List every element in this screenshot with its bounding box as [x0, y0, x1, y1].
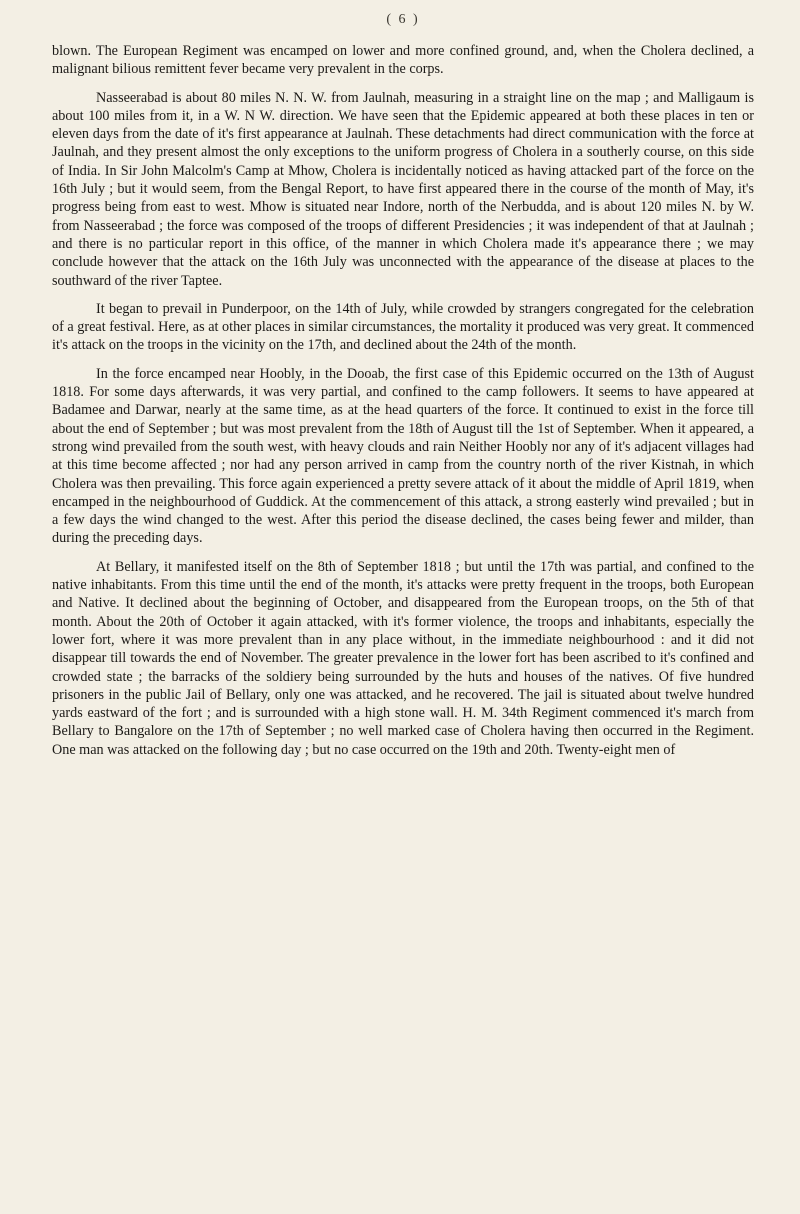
paragraph-continuation: blown. The European Regiment was encamped on lower and more confined ground, and, when the Cholera declined, a malignant bilious remittent fever became very prevalent in the corps.	[52, 43, 754, 78]
paragraph-nasseerabad: Nasseerabad is about 80 miles N. N. W. from Jaulnah, measuring in a straight line on the map ; and Malligaum is about 100 miles from it, in a W. N W. direction. We have seen that the Epidemic appeared at both these places in ten or eleven days from the date of it's first appearance at Jaulnah. These detachments had direct communication with the force at Jaulnah, and they present almost the only exceptions to the uniform progress of Cholera in a southerly course, on this side of India. In Sir John Malcolm's Camp at Mhow, Cholera is incidentally noticed as having attacked part of the force on the 16th July ; but it would seem, from the Bengal Report, to have first appeared there in the course of the month of May, it's progress being from east to west. Mhow is situated near Indore, north of the Nerbudda, and is about 120 miles N. by W. from Nasseerabad ; the force was composed of the troops of different Presidencies ; it was independent of that at Jaulnah ; and there is no particular report in this office, of the manner in which Cholera made it's appearance there ; we may conclude however that the attack on the 16th July was unconnected with the appearance of the disease at places to the southward of the river Taptee.	[52, 89, 754, 289]
page-number: ( 6 )	[386, 12, 420, 27]
paragraph-punderpoor: It began to prevail in Punderpoor, on the 14th of July, while crowded by strangers congregated for the celebration of a great festival. Here, as at other places in similar circumstances, the mortality it produced was very great. It commenced it's attack on the troops in the vicinity on the 17th, and declined about the 24th of the month.	[52, 300, 754, 354]
paragraph-hoobly: In the force encamped near Hoobly, in the Dooab, the first case of this Epidemic occurred on the 13th of August 1818. For some days afterwards, it was very partial, and confined to the camp followers. It seems to have appeared at Badamee and Darwar, nearly at the same time, as at the head quarters of the force. It continued to exist in the force till about the end of September ; but was most prevalent from the 18th of August till the 1st of September. When it appeared, a strong wind prevailed from the south west, with heavy clouds and rain Neither Hoobly nor any of it's adjacent villages had at this time become affected ; nor had any person arrived in camp from the country north of the river Kistnah, in which Cholera was then prevailing. This force again experienced a pretty severe attack of it about the middle of April 1819, when encamped in the neighbourhood of Guddick. At the commencement of this attack, a strong easterly wind prevailed ; but in a few days the wind changed to the west. After this period the disease declined, the cases being fewer and milder, than during the preceding days.	[52, 365, 754, 547]
paragraph-bellary: At Bellary, it manifested itself on the 8th of September 1818 ; but until the 17th was partial, and confined to the native inhabitants. From this time until the end of the month, it's attacks were pretty frequent in the troops, both European and Native. It declined about the beginning of October, and disappeared from the European troops, on the 5th of that month. About the 20th of October it again attacked, with it's former violence, the troops and inhabitants, especially the lower fort, where it was more prevalent than in any place without, in the immediate neighbourhood : and it did not disappear till towards the end of November. The greater prevalence in the lower fort has been ascribed to it's confined and crowded state ; the barracks of the soldiery being surrounded by the huts and houses of the natives. Of five hundred prisoners in the public Jail of Bellary, only one was attacked, and he recovered. The jail is situated about twelve hundred yards eastward of the fort ; and is surrounded with a high stone wall. H. M. 34th Regiment commenced it's march from Bellary to Bangalore on the 17th of September ; no well marked case of Cholera having then occurred in the Regiment. One man was attacked on the following day ; but no case occurred on the 19th and 20th. Twenty-eight men of	[52, 558, 754, 758]
